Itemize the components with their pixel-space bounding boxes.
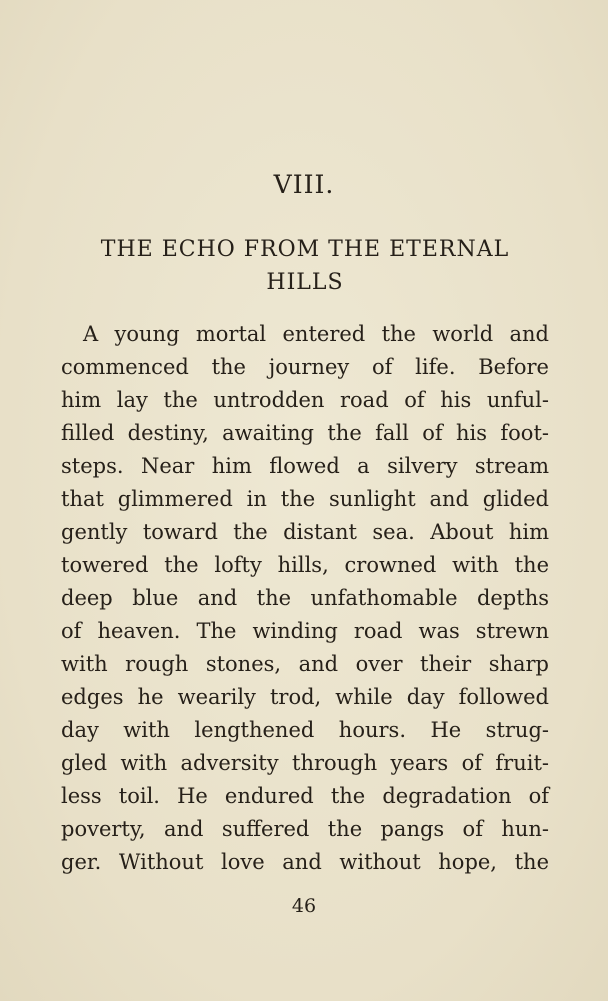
text-line: with rough stones, and over their sharp [61, 652, 549, 676]
text-line: poverty, and suffered the pangs of hun- [61, 817, 549, 841]
text-line: steps. Near him flowed a silvery stream [61, 454, 549, 478]
text-line: of heaven. The winding road was strewn [61, 619, 549, 643]
chapter-title-line: THE ECHO FROM THE ETERNAL [100, 237, 510, 262]
text-line: commenced the journey of life. Before [61, 355, 549, 379]
chapter-title [60, 233, 550, 299]
text-line: less toil. He endured the degradation of [61, 784, 549, 808]
text-line: gled with adversity through years of fruit- [61, 751, 549, 775]
text-line: A young mortal entered the world and [83, 322, 549, 346]
text-line: him lay the untrodden road of his unful- [61, 388, 549, 412]
chapter-number: VIII. [273, 170, 335, 199]
body-text [61, 318, 549, 879]
text-line: towered the lofty hills, crowned with the [61, 553, 549, 577]
text-line: filled destiny, awaiting the fall of his foot- [61, 421, 549, 445]
text-line: deep blue and the unfathomable depths [61, 586, 549, 610]
text-line: gently toward the distant sea. About him [61, 520, 549, 544]
page-number: 46 [291, 895, 317, 917]
text-line: ger. Without love and without hope, the [61, 850, 549, 874]
text-line: edges he wearily trod, while day followed [61, 685, 549, 709]
text-line: that glimmered in the sunlight and glided [61, 487, 549, 511]
chapter-title-line: HILLS [266, 270, 344, 295]
text-line: day with lengthened hours. He strug- [61, 718, 549, 742]
